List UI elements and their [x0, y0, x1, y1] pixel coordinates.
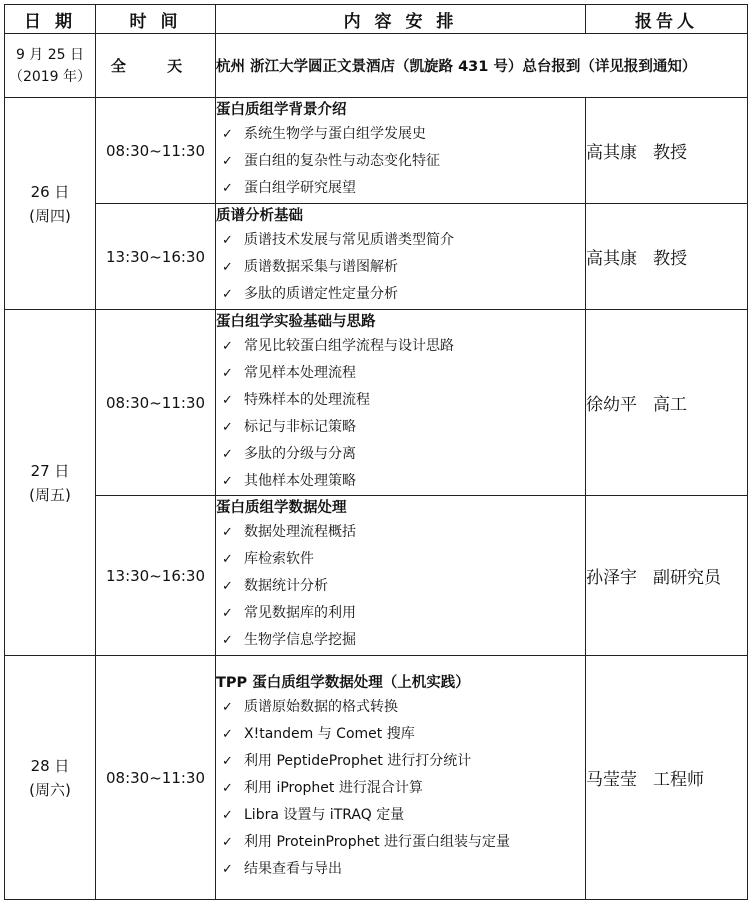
session-topic-item	[216, 175, 585, 202]
session-topic-list	[216, 333, 585, 495]
session-speaker	[586, 496, 748, 656]
check-icon: ✓	[222, 754, 233, 769]
session-topic-list	[216, 227, 585, 308]
session-title: TPP 蛋白质组学数据处理（上机实践）	[216, 675, 470, 691]
session-topic-item	[216, 856, 585, 883]
session-speaker	[586, 656, 748, 900]
session-topic-text: 常见样本处理流程	[244, 364, 356, 381]
session-topic-item	[216, 414, 585, 441]
check-icon: ✓	[222, 181, 233, 196]
session-topic-item	[216, 468, 585, 495]
check-icon: ✓	[222, 260, 233, 275]
day-date: 27 日	[30, 461, 70, 480]
session-topic-item	[216, 254, 585, 281]
day-weekday: (周五)	[29, 485, 71, 504]
speaker-name: 马莹莹	[586, 770, 637, 790]
session-content	[216, 656, 586, 900]
session-topic-item	[216, 441, 585, 468]
session-topic-item	[216, 829, 585, 856]
session-topic-list	[216, 519, 585, 654]
session-row	[5, 204, 748, 310]
session-topic-text: 标记与非标记策略	[244, 418, 356, 435]
header-speaker: 报告人	[586, 5, 748, 34]
session-topic-item	[216, 333, 585, 360]
check-icon: ✓	[222, 862, 233, 877]
check-icon: ✓	[222, 446, 233, 462]
session-title: 蛋白质组学背景介绍	[216, 102, 347, 118]
session-row	[5, 98, 748, 204]
check-icon: ✓	[222, 700, 233, 715]
session-row	[5, 310, 748, 496]
header-content: 内 容 安 排	[216, 5, 586, 34]
day-date: 26 日	[30, 182, 70, 201]
session-content	[216, 98, 586, 204]
day-date-cell	[5, 656, 96, 900]
check-icon: ✓	[222, 365, 233, 381]
speaker-name: 徐幼平	[586, 395, 637, 415]
session-topic-text: 生物学信息学挖掘	[244, 632, 356, 648]
session-row	[5, 656, 748, 900]
session-row	[5, 496, 748, 656]
session-topic-text: 蛋白组学研究展望	[244, 180, 356, 196]
session-topic-text: 利用 ProteinProphet 进行蛋白组装与定量	[244, 834, 511, 850]
check-icon: ✓	[222, 835, 233, 850]
speaker-title: 教授	[653, 143, 687, 163]
day-weekday: (周六)	[29, 780, 71, 799]
registration-date-line1: 9 月 25 日	[15, 46, 85, 63]
header-time: 时 间	[96, 5, 216, 34]
check-icon: ✓	[222, 525, 233, 540]
check-icon: ✓	[222, 127, 233, 142]
registration-date-line2: （2019 年）	[8, 68, 92, 85]
session-topic-text: 库检索软件	[244, 551, 314, 567]
session-topic-list	[216, 121, 585, 202]
session-topic-item	[216, 360, 585, 387]
session-speaker	[586, 98, 748, 204]
session-speaker	[586, 310, 748, 496]
speaker-name: 高其康	[586, 143, 637, 163]
check-icon: ✓	[222, 473, 233, 489]
speaker-title: 高工	[653, 395, 687, 415]
session-time: 13:30~16:30	[96, 496, 216, 656]
session-topic-item	[216, 573, 585, 600]
session-topic-text: 质谱原始数据的格式转换	[244, 699, 398, 715]
check-icon: ✓	[222, 579, 233, 594]
session-topic-item	[216, 281, 585, 308]
session-topic-list	[216, 694, 585, 883]
header-row	[5, 5, 748, 34]
check-icon: ✓	[222, 233, 233, 248]
day-date: 28 日	[30, 756, 70, 775]
session-title: 蛋白组学实验基础与思路	[216, 313, 376, 330]
day-date-cell	[5, 310, 96, 656]
session-content	[216, 204, 586, 310]
session-topic-text: 数据处理流程概括	[244, 524, 356, 540]
speaker-title: 工程师	[653, 770, 704, 790]
session-topic-text: 常见数据库的利用	[244, 605, 356, 621]
day-date-cell	[5, 98, 96, 310]
header-date: 日 期	[5, 5, 96, 34]
check-icon: ✓	[222, 287, 233, 302]
session-topic-item	[216, 148, 585, 175]
speaker-name: 高其康	[586, 249, 637, 269]
session-topic-text: 质谱技术发展与常见质谱类型简介	[244, 232, 454, 248]
check-icon: ✓	[222, 552, 233, 567]
session-topic-item	[216, 387, 585, 414]
schedule-table	[4, 4, 748, 900]
session-topic-item	[216, 600, 585, 627]
speaker-title: 教授	[653, 249, 687, 269]
session-topic-item	[216, 627, 585, 654]
session-content	[216, 310, 586, 496]
session-topic-item	[216, 721, 585, 748]
session-time: 08:30~11:30	[96, 656, 216, 900]
speaker-name: 孙泽宇	[586, 568, 637, 588]
session-content	[216, 496, 586, 656]
session-topic-item	[216, 519, 585, 546]
check-icon: ✓	[222, 392, 233, 408]
session-time: 08:30~11:30	[96, 98, 216, 204]
session-topic-text: X!tandem 与 Comet 搜库	[244, 726, 415, 742]
session-topic-text: 结果查看与导出	[244, 861, 342, 877]
session-title: 质谱分析基础	[216, 208, 303, 224]
session-topic-item	[216, 546, 585, 573]
session-topic-item	[216, 694, 585, 721]
session-topic-text: 多肽的分级与分离	[244, 445, 356, 462]
session-topic-text: 利用 PeptideProphet 进行打分统计	[244, 753, 472, 769]
session-topic-text: 蛋白组的复杂性与动态变化特征	[244, 153, 440, 169]
speaker-title: 副研究员	[653, 568, 721, 588]
check-icon: ✓	[222, 606, 233, 621]
check-icon: ✓	[222, 727, 233, 742]
day-weekday: (周四)	[29, 206, 71, 225]
session-time: 13:30~16:30	[96, 204, 216, 310]
session-topic-item	[216, 227, 585, 254]
session-title: 蛋白质组学数据处理	[216, 500, 347, 516]
session-speaker	[586, 204, 748, 310]
session-topic-text: 其他样本处理策略	[244, 472, 356, 489]
session-topic-text: 特殊样本的处理流程	[244, 391, 370, 408]
session-topic-item	[216, 775, 585, 802]
check-icon: ✓	[222, 338, 233, 354]
session-topic-item	[216, 802, 585, 829]
session-topic-text: 质谱数据采集与谱图解析	[244, 259, 398, 275]
session-topic-item	[216, 748, 585, 775]
check-icon: ✓	[222, 808, 233, 823]
registration-date	[5, 34, 96, 98]
registration-row	[5, 34, 748, 98]
session-topic-text: 常见比较蛋白组学流程与设计思路	[244, 337, 454, 354]
check-icon: ✓	[222, 781, 233, 796]
check-icon: ✓	[222, 419, 233, 435]
session-topic-text: 利用 iProphet 进行混合计算	[244, 780, 423, 796]
check-icon: ✓	[222, 154, 233, 169]
session-topic-text: Libra 设置与 iTRAQ 定量	[244, 807, 405, 823]
registration-content: 杭州 浙江大学圆正文景酒店（凯旋路 431 号）总台报到（详见报到通知）	[216, 34, 748, 98]
session-topic-text: 系统生物学与蛋白组学发展史	[244, 126, 426, 142]
session-topic-item	[216, 121, 585, 148]
session-topic-text: 多肽的质谱定性定量分析	[244, 286, 398, 302]
session-topic-text: 数据统计分析	[244, 578, 328, 594]
session-time: 08:30~11:30	[96, 310, 216, 496]
check-icon: ✓	[222, 633, 233, 648]
registration-time: 全 天	[96, 34, 216, 98]
